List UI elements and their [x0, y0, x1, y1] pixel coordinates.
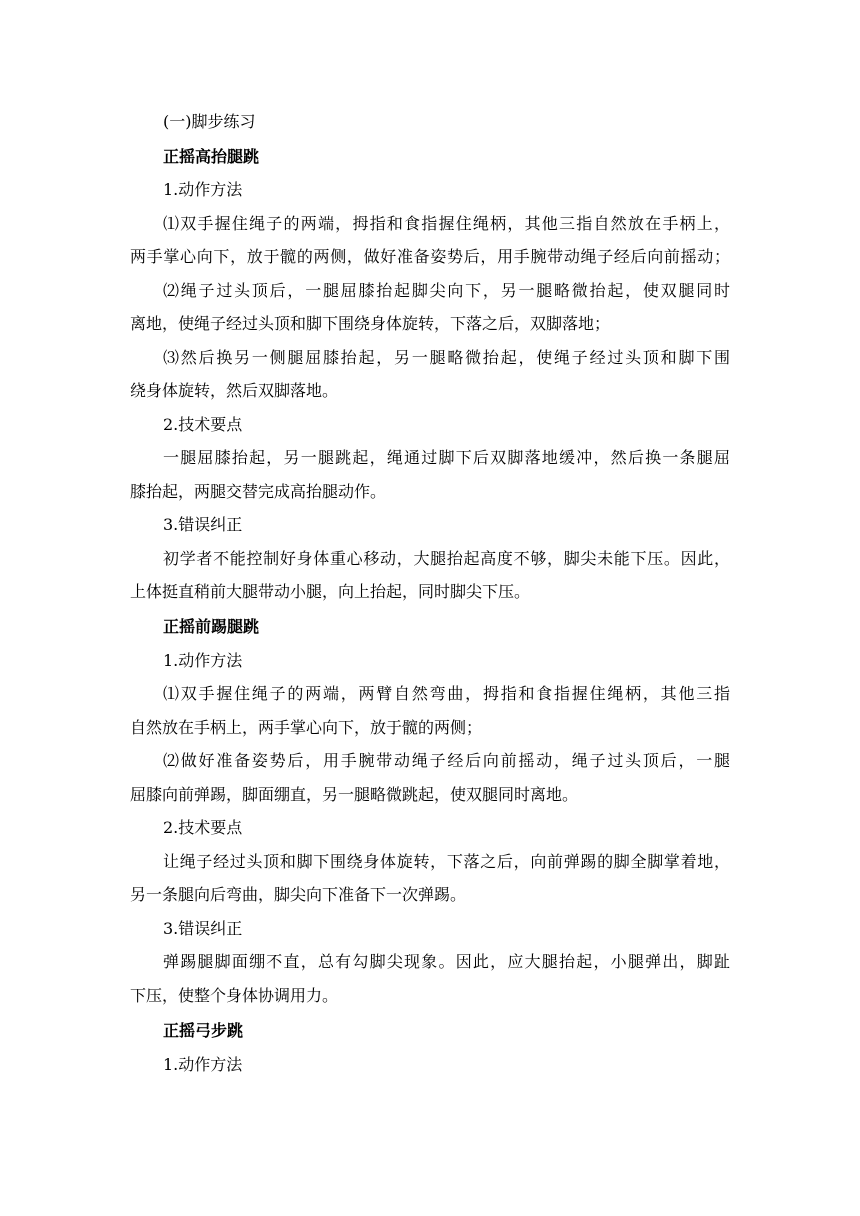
tech-heading: 2.技术要点 — [163, 818, 243, 837]
exercise-title: 正摇弓步跳 — [163, 1021, 244, 1040]
paragraph-line: ⑵做好准备姿势后，用手腕带动绳子经后向前摇动，绳子过头顶后，一腿 — [163, 751, 730, 770]
paragraph-line: ⑴双手握住绳子的两端，两臂自然弯曲，拇指和食指握住绳柄，其他三指 — [163, 684, 730, 703]
paragraph-line: 下压，使整个身体协调用力。 — [130, 986, 339, 1005]
exercise-title: 正摇高抬腿跳 — [163, 147, 260, 166]
paragraph-line: 一腿屈膝抬起，另一腿跳起，绳通过脚下后双脚落地缓冲，然后换一条腿屈 — [163, 448, 730, 467]
paragraph-line: 上体挺直稍前大腿带动小腿，向上抬起，同时脚尖下压。 — [130, 582, 531, 601]
exercise-title: 正摇前踢腿跳 — [163, 617, 260, 636]
paragraph-line: 让绳子经过头顶和脚下围绕身体旋转，下落之后，向前弹踢的脚全脚掌着地， — [163, 852, 730, 871]
method-heading: 1.动作方法 — [163, 651, 243, 670]
paragraph-line: 膝抬起，两腿交替完成高抬腿动作。 — [130, 482, 387, 501]
paragraph-line: 绕身体旋转，然后双脚落地。 — [130, 381, 339, 400]
paragraph-line: ⑵绳子过头顶后，一腿屈膝抬起脚尖向下，另一腿略微抬起，使双腿同时 — [163, 281, 730, 300]
paragraph-line: 屈膝向前弹踢，脚面绷直，另一腿略微跳起，使双腿同时离地。 — [130, 785, 579, 804]
paragraph-line: 弹踢腿脚面绷不直，总有勾脚尖现象。因此，应大腿抬起，小腿弹出，脚趾 — [163, 952, 730, 971]
paragraph-line: 自然放在手柄上，两手掌心向下，放于髋的两侧； — [130, 718, 483, 737]
paragraph-line: ⑴双手握住绳子的两端，拇指和食指握住绳柄，其他三指自然放在手柄上， — [163, 214, 730, 233]
paragraph-line: ⑶然后换另一侧腿屈膝抬起，另一腿略微抬起，使绳子经过头顶和脚下围 — [163, 348, 730, 367]
paragraph-line: 两手掌心向下，放于髋的两侧，做好准备姿势后，用手腕带动绳子经后向前摇动； — [130, 247, 730, 266]
paragraph-line: 离地，使绳子经过头顶和脚下围绕身体旋转，下落之后，双脚落地； — [130, 314, 611, 333]
paragraph-line: 另一条腿向后弯曲，脚尖向下准备下一次弹踢。 — [130, 885, 467, 904]
method-heading: 1.动作方法 — [163, 180, 243, 199]
method-heading: 1.动作方法 — [163, 1055, 243, 1074]
error-heading: 3.错误纠正 — [163, 919, 243, 938]
paragraph-line: 初学者不能控制好身体重心移动，大腿抬起高度不够，脚尖未能下压。因此， — [163, 549, 730, 568]
error-heading: 3.错误纠正 — [163, 515, 243, 534]
section-heading: (一)脚步练习 — [163, 112, 256, 131]
tech-heading: 2.技术要点 — [163, 415, 243, 434]
